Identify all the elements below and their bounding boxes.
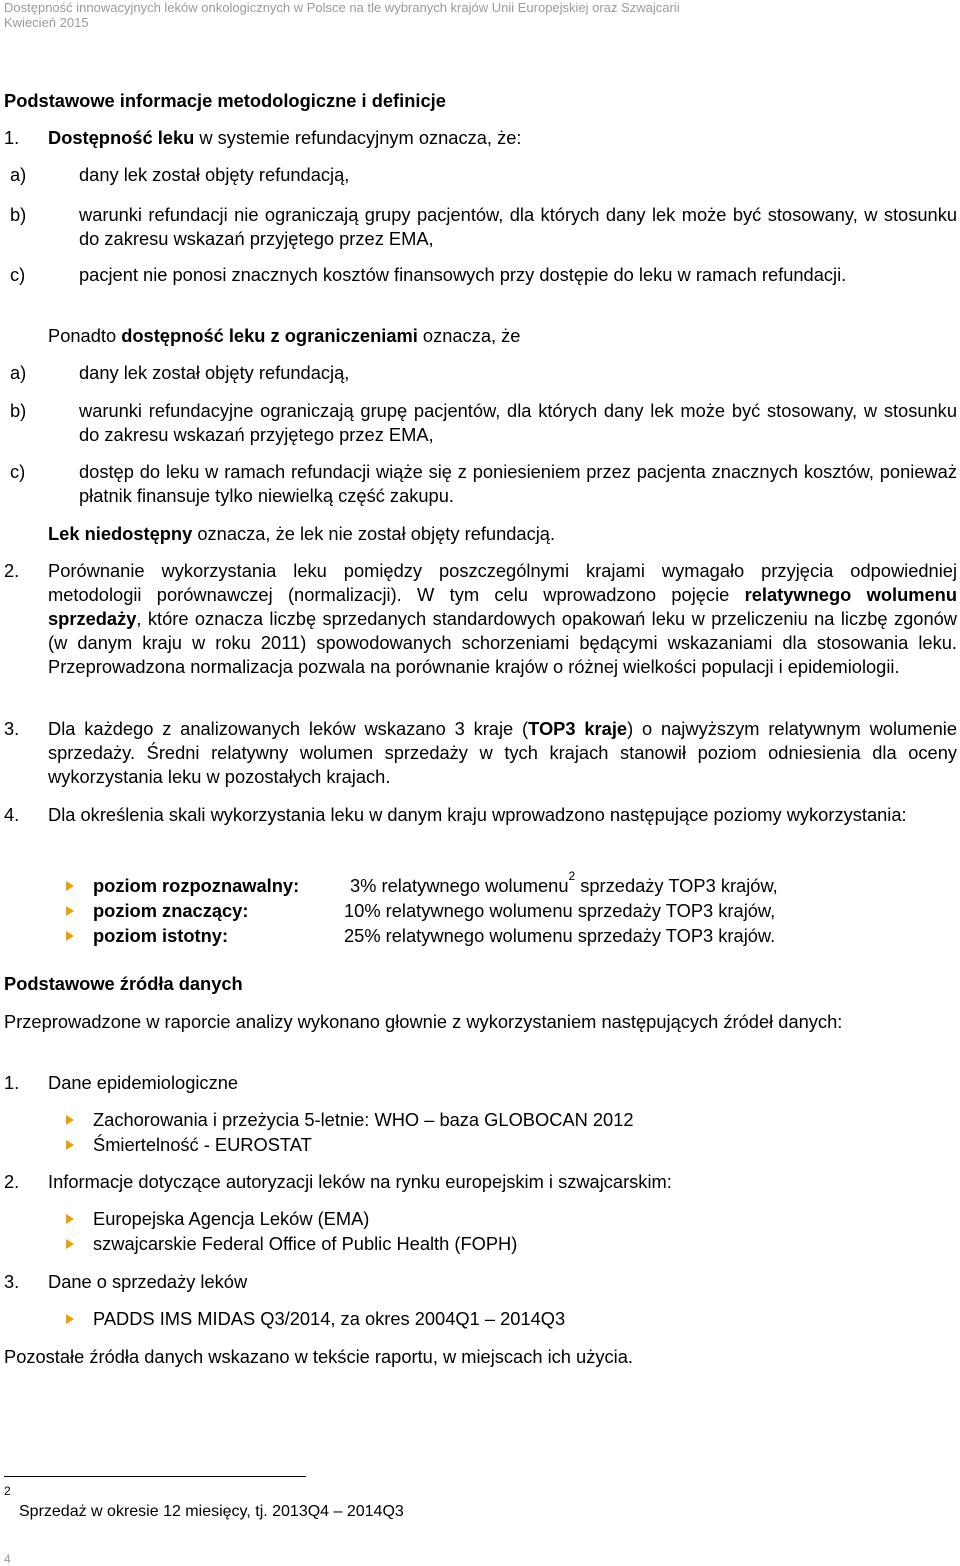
- level-significant-label: poziom znaczący:: [93, 900, 249, 921]
- source-group-3-title: Dane o sprzedaży leków: [48, 1271, 248, 1292]
- level-important-value: 25% relatywnego wolumenu sprzedaży TOP3 krajów.: [344, 925, 776, 946]
- bullet-icon: [66, 1239, 74, 1249]
- bullet-icon: [66, 1140, 74, 1150]
- bullet-icon: [66, 1214, 74, 1224]
- item-1-intro-rest: w systemie refundacyjnym oznacza, że:: [194, 127, 522, 148]
- item-1-la-text: dany lek został objęty refundacją,: [79, 362, 350, 383]
- section-heading-methodology: Podstawowe informacje metodologiczne i definicje: [4, 90, 446, 111]
- unavailable-term: Lek niedostępny: [48, 523, 193, 544]
- item-4-text: Dla określenia skali wykorzystania leku w danym kraju wprowadzono następujące poziomy wykorzystania:: [48, 804, 907, 825]
- item-1-c-text: pacjent nie ponosi znacznych kosztów finansowych przy dostępie do leku w ramach refundacji.: [79, 264, 847, 285]
- source-item: Europejska Agencja Leków (EMA): [93, 1208, 370, 1229]
- item-3-text-part1: Dla każdego z analizowanych leków wskazano 3 kraje (: [48, 718, 529, 739]
- data-sources-closing: Pozostałe źródła danych wskazano w tekście raportu, w miejscach ich użycia.: [4, 1346, 633, 1367]
- source-item: PADDS IMS MIDAS Q3/2014, za okres 2004Q1 – 2014Q3: [93, 1308, 566, 1329]
- item-1-la-label: a): [10, 362, 27, 383]
- level-recognizable-value-tail: sprzedaży TOP3 krajów,: [575, 875, 778, 896]
- item-2-text: [48, 559, 957, 679]
- bullet-icon: [66, 1115, 74, 1125]
- source-item: Zachorowania i przeżycia 5-letnie: WHO – baza GLOBOCAN 2012: [93, 1109, 634, 1130]
- item-3-text: [48, 717, 957, 789]
- top3-term: TOP3 kraje: [528, 718, 628, 739]
- bullet-icon: [66, 1314, 74, 1324]
- limited-availability-intro: [48, 324, 520, 348]
- item-3-number: 3.: [4, 718, 20, 739]
- data-sources-intro: Przeprowadzone w raporcie analizy wykonano głownie z wykorzystaniem następujących źródeł danych:: [4, 1011, 843, 1032]
- level-recognizable-value: [350, 869, 778, 900]
- item-1-lc-label: c): [10, 461, 26, 482]
- item-1-lc-text: dostęp do leku w ramach refundacji wiąże się z poniesieniem przez pacjenta znacznych kosztów, ponieważ płatnik finansuje tylko niewielką część zakupu.: [79, 461, 957, 506]
- item-1-number: 1.: [4, 127, 20, 148]
- bullet-icon: [66, 906, 74, 916]
- unavailable-rest: oznacza, że lek nie został objęty refundacją.: [192, 523, 556, 544]
- unavailable-definition: [48, 522, 555, 546]
- source-group-3-number: 3.: [4, 1271, 20, 1292]
- level-recognizable-value-text: 3% relatywnego wolumenu: [350, 875, 569, 896]
- level-recognizable-label: poziom rozpoznawalny:: [93, 875, 300, 896]
- limited-availability-term: dostępność leku z ograniczeniami: [121, 325, 418, 346]
- item-3-text-part2: ) o najwyższym relatywnym wolumenie sprzedaży. Średni relatywny wolumen sprzedaży w tych krajach stanowił poziom odniesienia dla oceny wykorzystania leku w pozostałych krajach.: [48, 718, 957, 787]
- source-item: Śmiertelność - EUROSTAT: [93, 1134, 312, 1155]
- item-1-a-text: dany lek został objęty refundacją,: [79, 164, 350, 185]
- item-1-a-label: a): [10, 164, 27, 185]
- running-header-title: Dostępność innowacyjnych leków onkologicznych w Polsce na tle wybranych krajów Unii Europejskiej oraz Szwajcarii: [4, 0, 680, 15]
- item-1-lb-text: warunki refundacyjne ograniczają grupę pacjentów, dla których dany lek może być stosowany, w stosunku do zakresu wskazań przyjętego przez EMA,: [79, 400, 957, 445]
- item-2-text-part1: Porównanie wykorzystania leku pomiędzy poszczególnymi krajami wymagało przyjęcia odpowiedniej metodologii porównawczej (normalizacji). W tym celu wprowadzono pojęcie: [48, 560, 957, 605]
- item-1-intro: [48, 126, 521, 150]
- relative-volume-term: relatywnego wolumenu sprzedaży: [48, 584, 958, 629]
- section-heading-data-sources: Podstawowe źródła danych: [4, 973, 243, 994]
- source-group-2-number: 2.: [4, 1171, 20, 1192]
- footnote-text: Sprzedaż w okresie 12 miesięcy, tj. 2013Q4 – 2014Q3: [19, 1503, 404, 1520]
- footnote-number: 2: [4, 1484, 11, 1498]
- page-number: 4: [4, 1552, 11, 1566]
- item-2-text-part2: , które oznacza liczbę sprzedanych standardowych opakowań leku w przeliczeniu na liczbę zgonów (w danym kraju w roku 2011) spowodowanych schorzeniami będącymi wskazaniami dla stosowania leku. Przeprowadzona normalizacja pozwala na porównanie krajów o różnej wielkości populacji i epidemiologii.: [48, 608, 957, 677]
- item-1-c-label: c): [10, 264, 26, 285]
- item-2-number: 2.: [4, 560, 20, 581]
- source-group-1-title: Dane epidemiologiczne: [48, 1072, 239, 1093]
- source-item: szwajcarskie Federal Office of Public Health (FOPH): [93, 1233, 518, 1254]
- bullet-icon: [66, 881, 74, 891]
- availability-term: Dostępność leku: [48, 127, 195, 148]
- item-1-lb-label: b): [10, 400, 27, 421]
- item-1-b-label: b): [10, 204, 27, 225]
- limited-intro-rest: oznacza, że: [417, 325, 521, 346]
- running-header-date: Kwiecień 2015: [4, 15, 89, 30]
- source-group-1-number: 1.: [4, 1072, 20, 1093]
- item-1-b-text: warunki refundacji nie ograniczają grupy pacjentów, dla których dany lek może być stosowany, w stosunku do zakresu wskazań przyjętego przez EMA,: [79, 204, 957, 249]
- item-4-number: 4.: [4, 804, 20, 825]
- level-significant-value: 10% relatywnego wolumenu sprzedaży TOP3 krajów,: [344, 900, 776, 921]
- footnote-divider: [4, 1476, 306, 1477]
- level-important-label: poziom istotny:: [93, 925, 229, 946]
- footnote-ref: 2: [568, 869, 576, 883]
- source-group-2-title: Informacje dotyczące autoryzacji leków na rynku europejskim i szwajcarskim:: [48, 1171, 672, 1192]
- bullet-icon: [66, 931, 74, 941]
- limited-intro-pre: Ponadto: [48, 325, 122, 346]
